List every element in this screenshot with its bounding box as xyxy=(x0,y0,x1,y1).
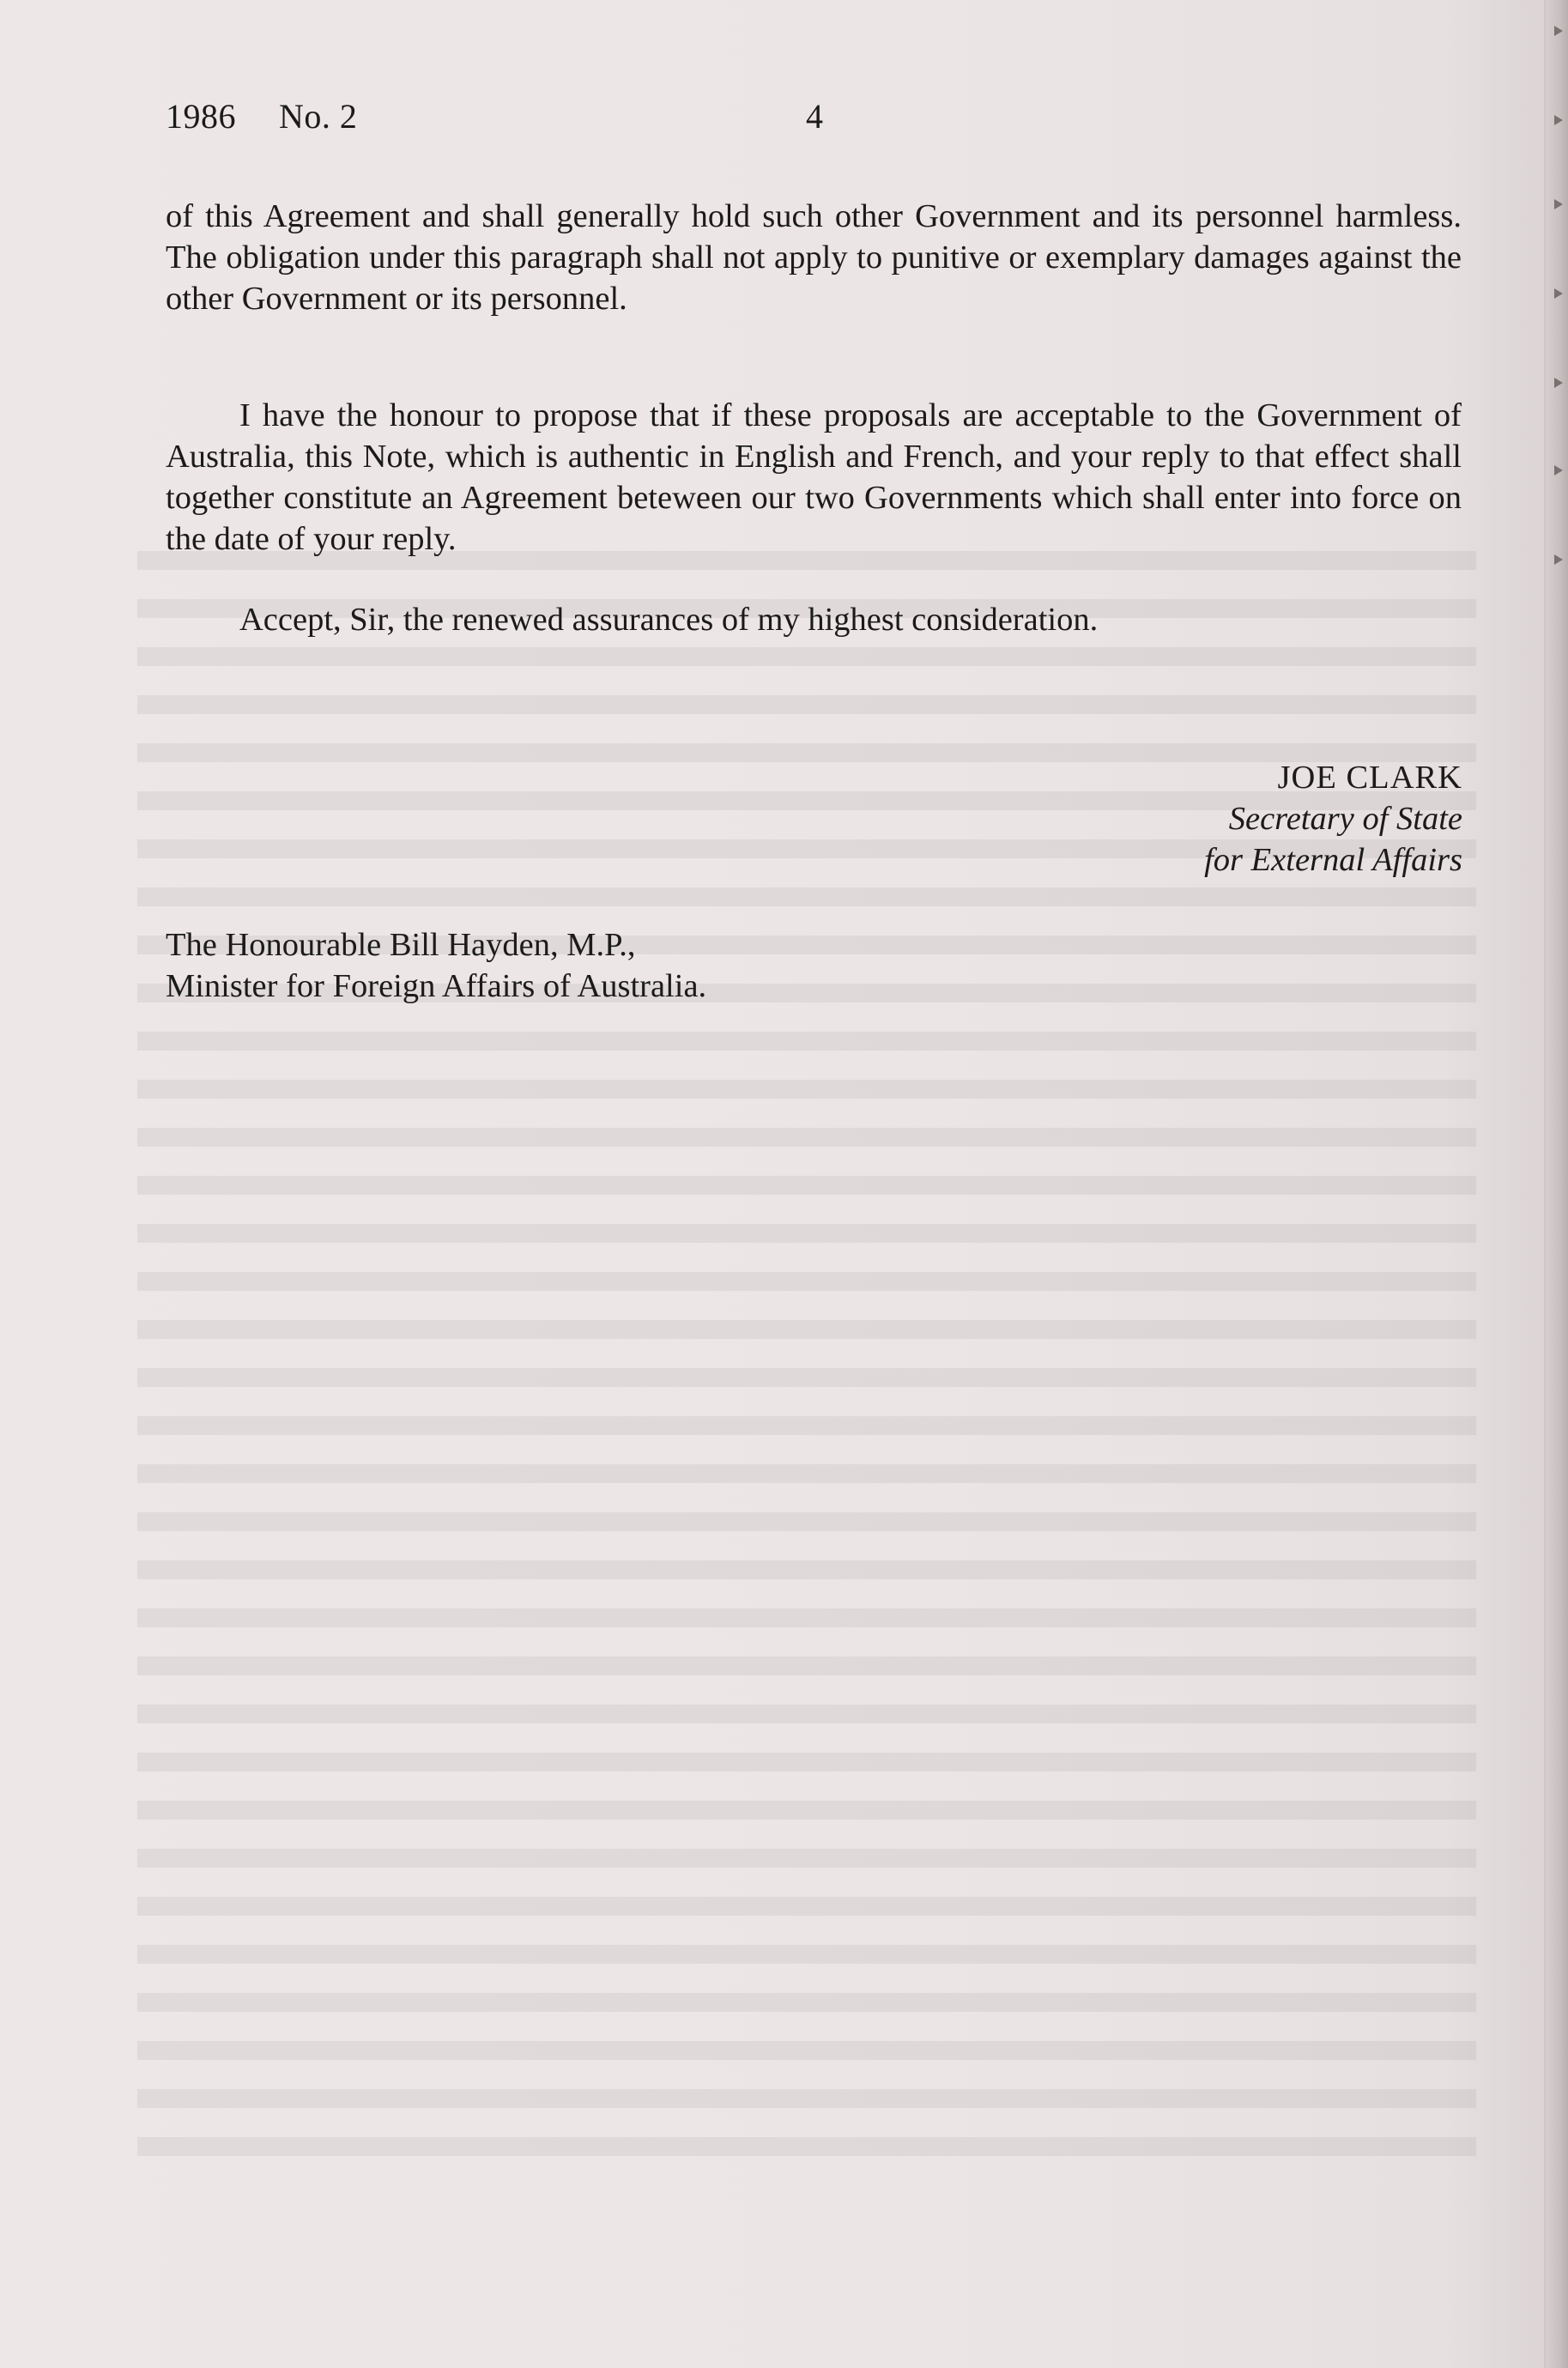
edge-mark-icon xyxy=(1554,378,1563,388)
edge-mark-icon xyxy=(1554,465,1563,475)
addressee-line2: Minister for Foreign Affairs of Australia. xyxy=(166,968,707,1004)
header-year: 1986 xyxy=(166,97,236,136)
edge-mark-icon xyxy=(1554,288,1563,299)
paragraph-continuation: of this Agreement and shall generally hold such other Government and its personnel harmless. The obligation under this paragraph shall not apply to punitive or exemplary damages against the other Government or its personnel. xyxy=(166,198,1462,317)
signatory-name: JOE CLARK xyxy=(1277,760,1462,796)
signature-block xyxy=(1204,757,1462,881)
page-number: 4 xyxy=(806,97,824,136)
page-edge xyxy=(1544,0,1568,2368)
addressee-line1: The Honourable Bill Hayden, M.P., xyxy=(166,927,636,963)
edge-mark-icon xyxy=(1554,115,1563,125)
paragraph-proposal: I have the honour to propose that if these proposals are acceptable to the Government of Australia, this Note, which is authentic in English and French, and your reply to that effect shall together constitute an Agreement beteween our two Governments which shall enter into force on the date of your reply. xyxy=(166,397,1462,557)
edge-mark-icon xyxy=(1554,554,1563,565)
signatory-title-line2: for External Affairs xyxy=(1204,842,1462,878)
edge-mark-icon xyxy=(1554,199,1563,209)
addressee-block xyxy=(166,924,706,1007)
paragraph-closing: Accept, Sir, the renewed assurances of my highest consideration. xyxy=(239,602,1099,638)
edge-mark-icon xyxy=(1554,26,1563,36)
signatory-title-line1: Secretary of State xyxy=(1228,801,1462,837)
header-number: No. 2 xyxy=(279,97,358,136)
